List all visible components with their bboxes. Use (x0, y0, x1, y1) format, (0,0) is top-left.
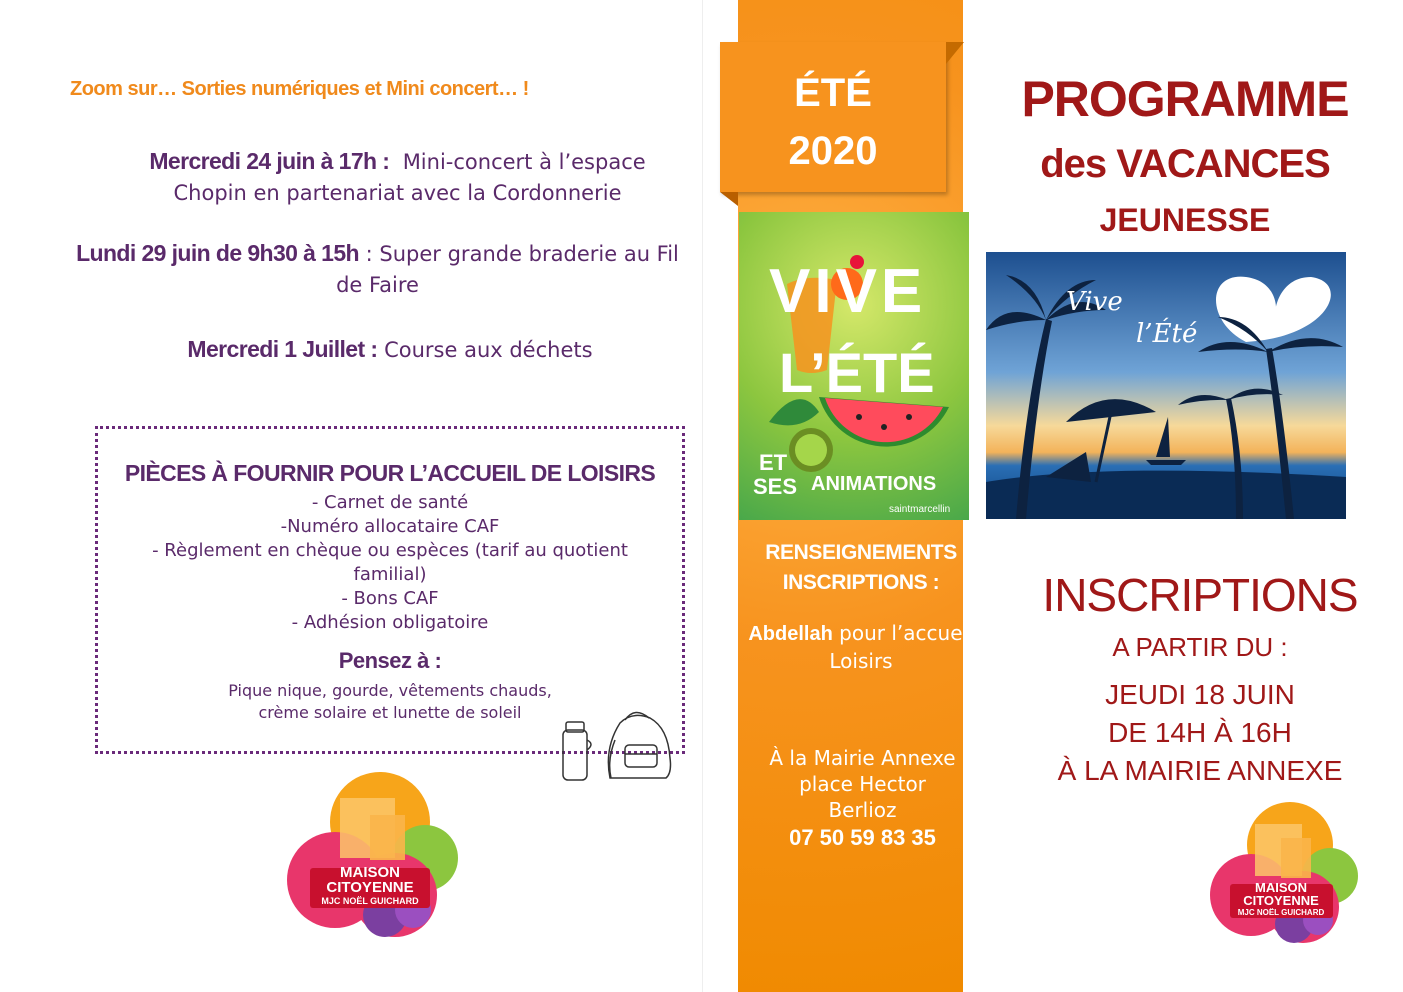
list-item: -Numéro allocataire CAF (280, 516, 500, 537)
pensez-line: Pique nique, gourde, vêtements chauds, (228, 681, 552, 700)
logo-text: MAISON (1255, 880, 1307, 895)
event-item (110, 146, 685, 209)
pieces-list (140, 491, 640, 635)
inscriptions-title: INSCRIPTIONS (1042, 569, 1358, 621)
phone-number: 07 50 59 83 35 (789, 825, 936, 850)
list-item: - Bons CAF (341, 588, 439, 609)
page-title: PROGRAMME (1021, 71, 1349, 127)
event-item (70, 238, 685, 301)
poster-brand: saintmarcellin (889, 504, 951, 515)
event-date: Mercredi 1 Juillet : (187, 336, 378, 362)
insc-line: DE 14H À 16H (1108, 717, 1292, 748)
pensez-text (180, 680, 600, 724)
inscriptions-from: A PARTIR DU : (1112, 632, 1288, 662)
poster-text: ANIMATIONS (811, 473, 937, 495)
fold-divider (702, 0, 703, 992)
pensez-title: Pensez à : (338, 648, 442, 673)
season-label (720, 64, 946, 180)
inscriptions-details (1000, 676, 1400, 790)
pieces-title: PIÈCES À FOURNIR POUR L’ACCUEIL DE LOISIRS (124, 460, 656, 486)
ribbon-fold (720, 192, 738, 206)
logo-text: MJC NOËL GUICHARD (1237, 908, 1325, 917)
beach-illustration (986, 252, 1346, 519)
heading-line: RENSEIGNEMENTS (765, 541, 957, 564)
list-item: - Règlement en chèque ou espèces (tarif au quotient familial) (152, 540, 628, 585)
pensez-line: crème solaire et lunette de soleil (258, 703, 522, 722)
list-item: - Carnet de santé (311, 492, 469, 513)
ribbon-fold (946, 42, 964, 64)
logo-text: CITOYENNE (326, 879, 414, 896)
insc-line: À LA MAIRIE ANNEXE (1057, 755, 1343, 786)
maison-citoyenne-logo (1208, 800, 1358, 945)
season-name: ÉTÉ (794, 71, 872, 115)
beach-text: l’Été (1136, 319, 1198, 349)
vive-lete-poster (739, 212, 969, 520)
poster-text: VIVE (769, 257, 927, 326)
event-date: Mercredi 24 juin à 17h : (149, 148, 390, 174)
event-text: Mini-concert à l’espace Chopin en partenariat avec la Cordonnerie (173, 150, 646, 205)
page-subtitle: des VACANCES (1040, 142, 1330, 186)
event-text: : Super grande braderie au Fil de Faire (336, 242, 679, 297)
insc-line: JEUDI 18 JUIN (1105, 679, 1295, 710)
contact-name: Abdellah (748, 623, 833, 645)
list-item: - Adhésion obligatoire (291, 612, 489, 633)
poster-text: L’ÉTÉ (779, 341, 935, 404)
address-line: place Hector (799, 772, 926, 796)
heading-line: INSCRIPTIONS : (782, 571, 940, 594)
zoom-heading: Zoom sur… Sorties numériques et Mini concert… ! (70, 78, 529, 100)
season-year: 2020 (788, 129, 878, 173)
poster-text: ET (759, 450, 788, 475)
address-line: À la Mairie Annexe (769, 746, 956, 770)
contact-role: pour l’accueil Loisirs (829, 621, 974, 673)
event-text: Course aux déchets (384, 338, 593, 362)
event-date: Lundi 29 juin de 9h30 à 15h (76, 240, 359, 266)
poster-text: SES (753, 474, 798, 499)
renseignements-heading (745, 538, 977, 598)
logo-text: MJC NOËL GUICHARD (321, 896, 419, 906)
beach-text: Vive (1066, 287, 1123, 317)
event-item (70, 334, 710, 366)
contact-info (745, 620, 977, 675)
logo-text: CITOYENNE (1243, 893, 1319, 908)
maison-citoyenne-logo (285, 770, 460, 940)
logo-text: MAISON (340, 864, 400, 881)
address-line: Berlioz (828, 798, 897, 822)
page-subtitle-2: JEUNESSE (1099, 202, 1271, 238)
bottle-backpack-icon (555, 700, 690, 785)
address (750, 745, 975, 823)
